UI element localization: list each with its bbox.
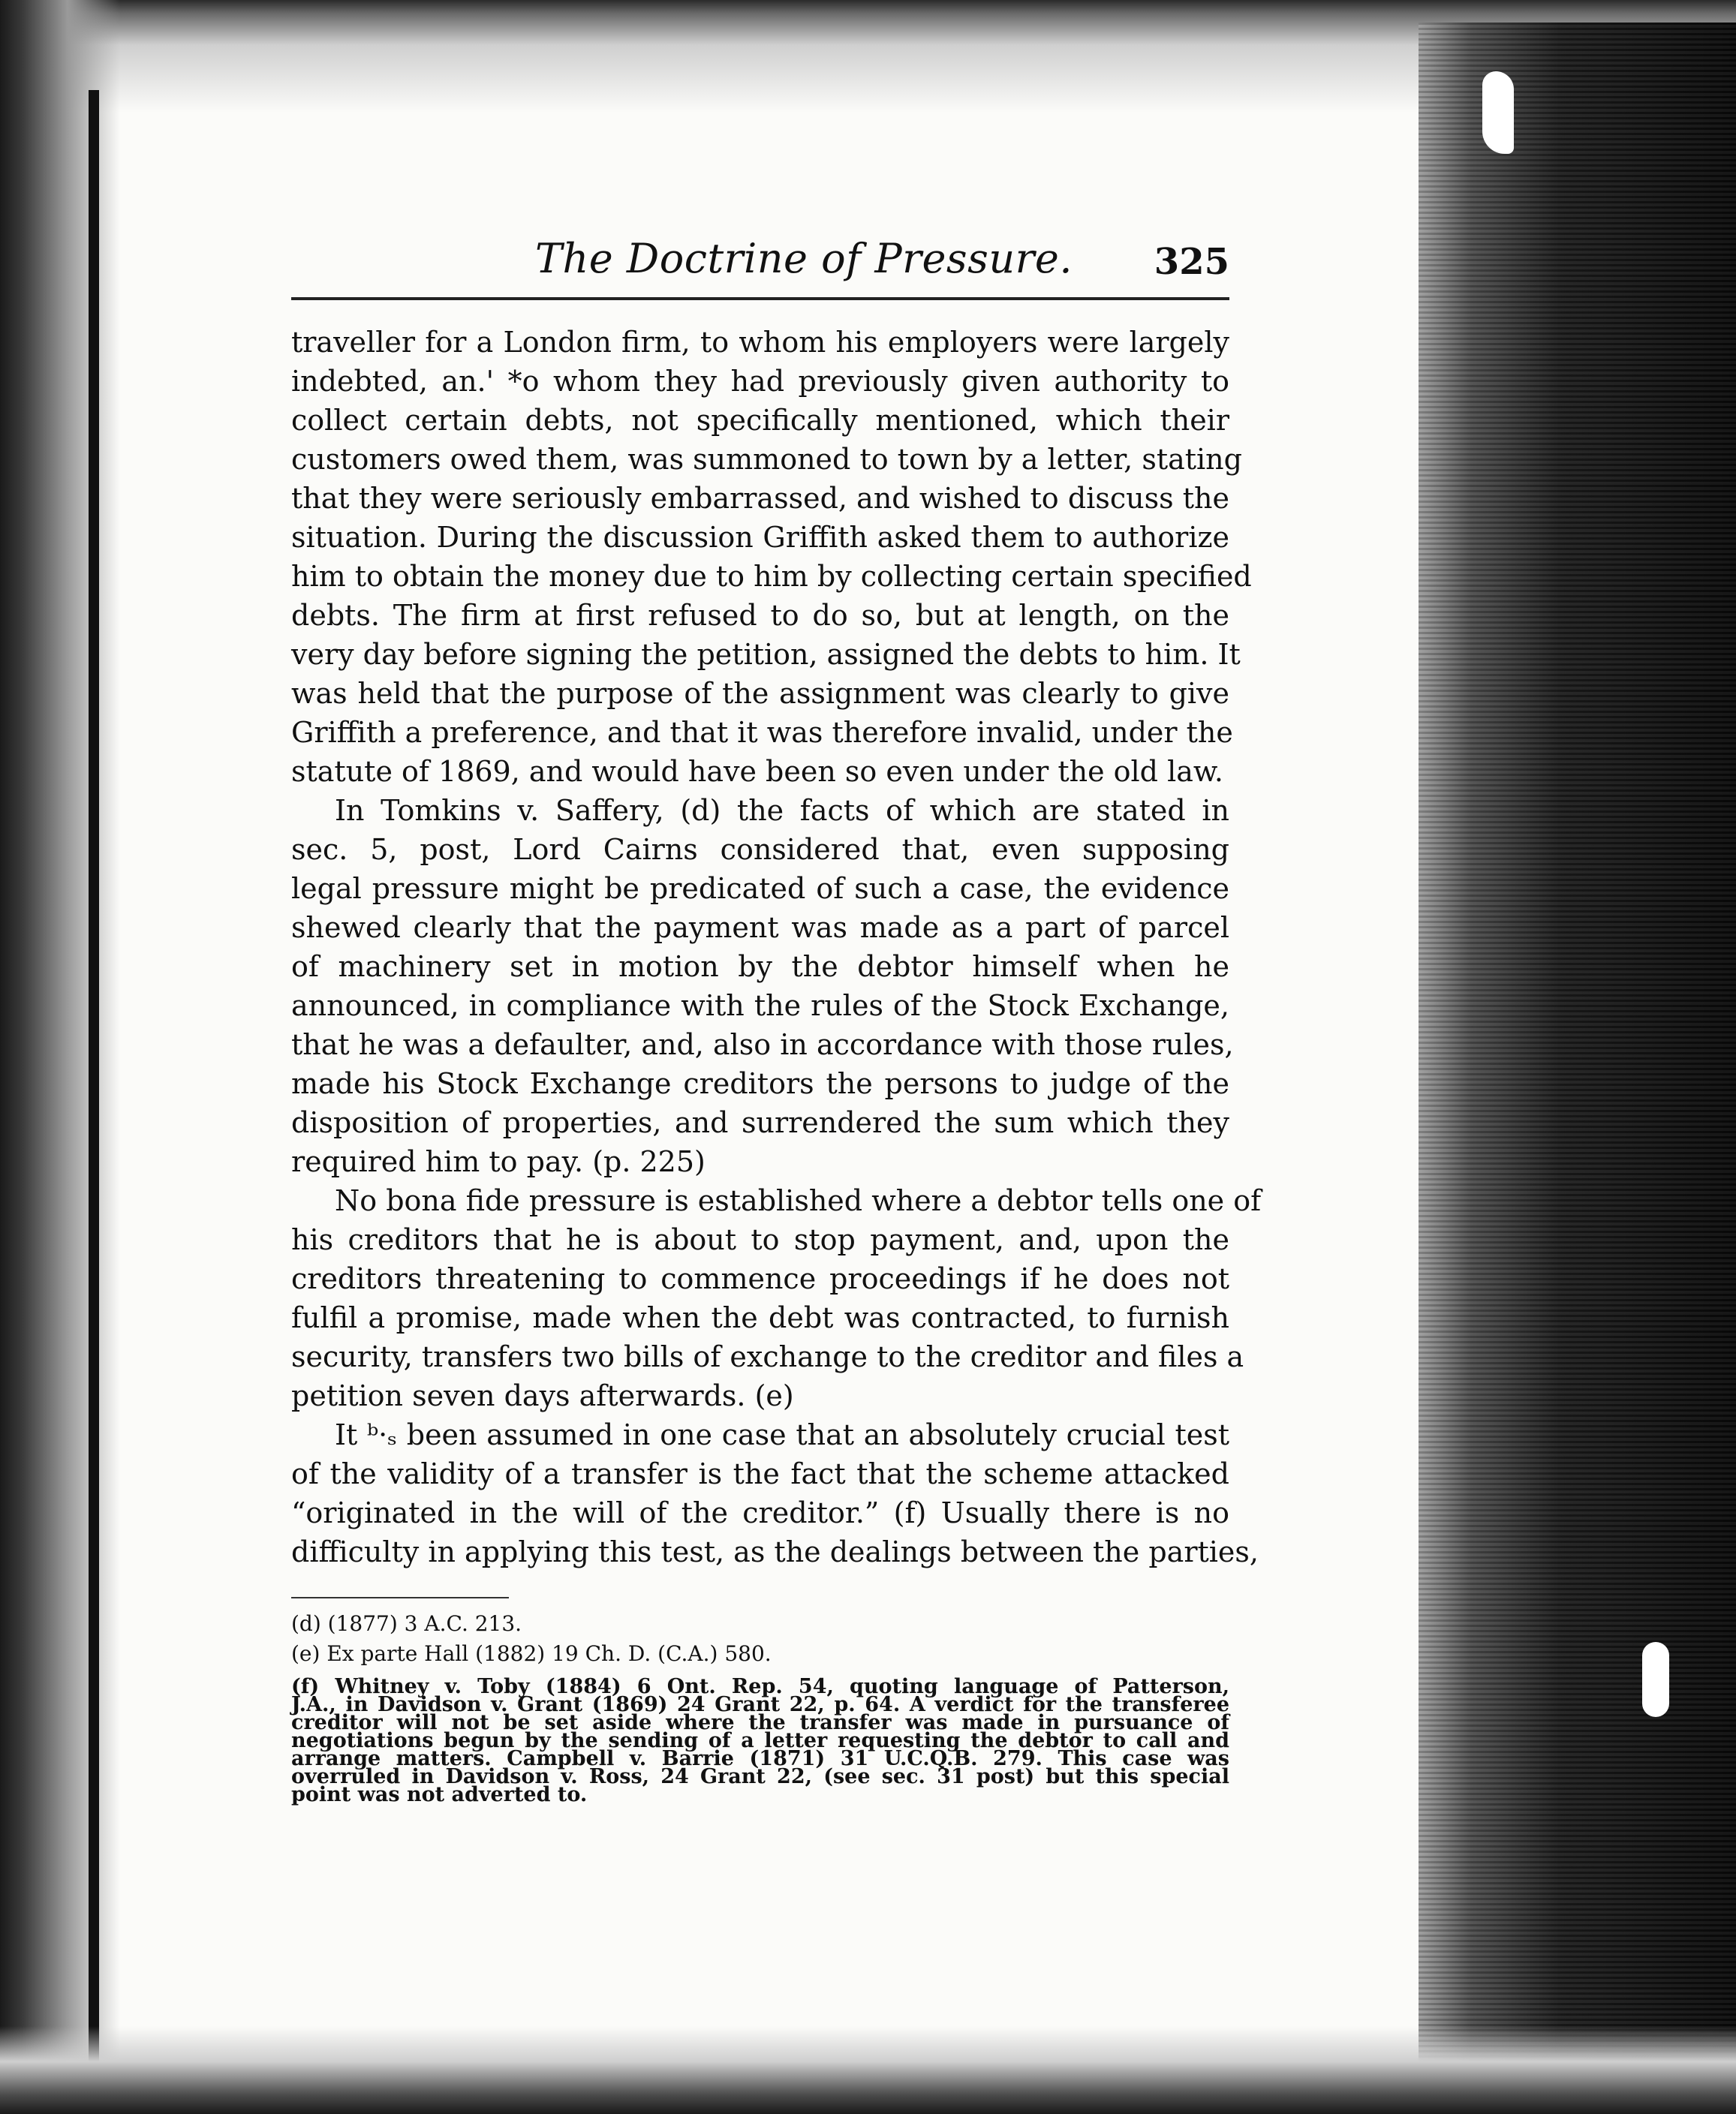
body-line: debts. The firm at first refused to do so, but at length, on the — [291, 599, 1229, 632]
body-line: No bona fide pressure is established where a debtor tells one of — [335, 1184, 1262, 1217]
body-line: situation. During the discussion Griffith asked them to authorize — [291, 521, 1229, 554]
body-line: It ᵇ·ₛ been assumed in one case that an absolutely crucial test — [335, 1418, 1229, 1451]
scan-shadow-bottom — [0, 2026, 1736, 2114]
scan-paper-tear — [1482, 71, 1514, 154]
body-line: statute of 1869, and would have been so even under the old law. — [291, 755, 1223, 788]
body-line: Griffith a preference, and that it was therefore invalid, under the — [291, 716, 1233, 749]
body-line: him to obtain the money due to him by collecting certain specified — [291, 560, 1252, 593]
body-line: creditors threatening to commence proceedings if he does not — [291, 1262, 1229, 1295]
body-line: that he was a defaulter, and, also in accordance with those rules, — [291, 1028, 1234, 1061]
body-line: fulfil a promise, made when the debt was contracted, to furnish — [291, 1301, 1229, 1334]
running-title: The Doctrine of Pressure. — [535, 235, 1073, 282]
footnote-rule — [291, 1597, 509, 1598]
scan-edge-left — [89, 90, 99, 2114]
body-line: security, transfers two bills of exchange to the creditor and files a — [291, 1340, 1244, 1373]
body-line: In Tomkins v. Saffery, (d) the facts of which are stated in — [335, 794, 1229, 827]
body-line: legal pressure might be predicated of such a case, the evidence — [291, 872, 1229, 905]
body-line: sec. 5, post, Lord Cairns considered that, even supposing — [291, 833, 1229, 866]
body-text — [291, 323, 1262, 1571]
body-line: his creditors that he is about to stop payment, and, upon the — [291, 1223, 1229, 1256]
footnote-f-line: arrange matters. Campbell v. Barrie (1871) 31 U.C.Q.B. 279. This case was — [291, 1747, 1229, 1770]
body-line: customers owed them, was summoned to town by a letter, stating — [291, 443, 1242, 476]
scan-shadow-right — [1419, 23, 1736, 2114]
body-line: “originated in the will of the creditor.” (f) Usually there is no — [291, 1496, 1229, 1529]
scan-paper-hole — [1642, 1642, 1669, 1717]
body-line: of the validity of a transfer is the fact that the scheme attacked — [291, 1457, 1229, 1490]
body-line: required him to pay. (p. 225) — [291, 1145, 706, 1178]
body-line: very day before signing the petition, assigned the debts to him. It — [291, 638, 1241, 671]
footnote-f-line: (f) Whitney v. Toby (1884) 6 Ont. Rep. 54, quoting language of Patterson, — [291, 1675, 1229, 1698]
header-rule — [291, 297, 1229, 300]
footnotes — [291, 1609, 1229, 1804]
footnote-f-line: J.A., in Davidson v. Grant (1869) 24 Grant 22, p. 64. A verdict for the transferee — [291, 1693, 1229, 1716]
running-head — [291, 233, 1229, 293]
body-line: made his Stock Exchange creditors the persons to judge of the — [291, 1067, 1229, 1100]
page-number: 325 — [1154, 241, 1229, 283]
body-line: collect certain debts, not specifically mentioned, which their — [291, 404, 1229, 437]
body-line: announced, in compliance with the rules of the Stock Exchange, — [291, 989, 1229, 1022]
footnote-f-line: overruled in Davidson v. Ross, 24 Grant 22, (see sec. 31 post) but this special — [291, 1765, 1229, 1788]
body-line: that they were seriously embarrassed, and wished to discuss the — [291, 482, 1229, 515]
body-line: traveller for a London firm, to whom his employers were largely — [291, 326, 1229, 359]
body-line: shewed clearly that the payment was made as a part of parcel — [291, 911, 1229, 944]
footnote-e: (e) Ex parte Hall (1882) 19 Ch. D. (C.A.) 580. — [291, 1641, 772, 1666]
body-line: of machinery set in motion by the debtor himself when he — [291, 950, 1229, 983]
footnote-f-line: negotiations begun by the sending of a letter requesting the debtor to call and — [291, 1729, 1229, 1752]
footnote-d: (d) (1877) 3 A.C. 213. — [291, 1611, 522, 1636]
body-line: was held that the purpose of the assignment was clearly to give — [291, 677, 1229, 710]
body-line: petition seven days afterwards. (e) — [291, 1379, 794, 1412]
body-line: difficulty in applying this test, as the dealings between the parties, — [291, 1535, 1259, 1568]
body-line: indebted, an.' *o whom they had previously given authority to — [291, 365, 1229, 398]
footnote-f-line: point was not adverted to. — [291, 1783, 588, 1806]
footnote-f-line: creditor will not be set aside where the transfer was made in pursuance of — [291, 1711, 1229, 1734]
body-line: disposition of properties, and surrendered the sum which they — [291, 1106, 1229, 1139]
scan-shadow-left — [0, 0, 120, 2114]
